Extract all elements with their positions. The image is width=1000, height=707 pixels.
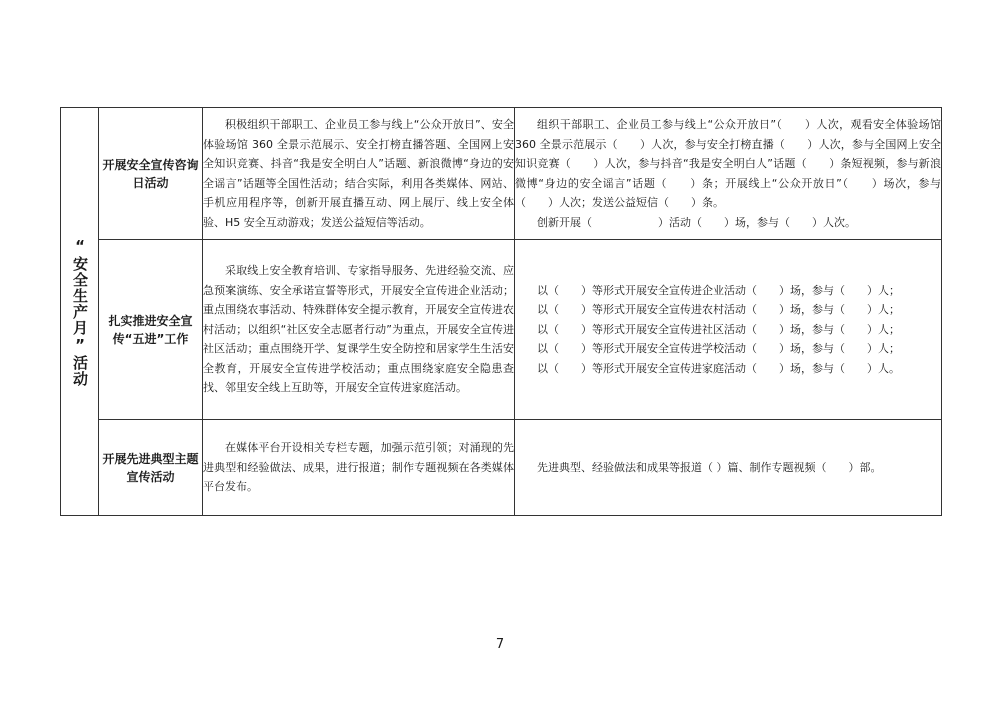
item-cell bbox=[99, 108, 203, 240]
description-text: 积极组织干部职工、企业员工参与线上“公众开放日”、安全体验场馆 360 全景示范展示、安全打榜直播答题、全国网上安全知识竞赛、抖音“我是安全明白人”话题、新浪微博“身边的安全谣言”话题等全国性活动；结合实际，利用各类媒体、网站、手机应用程序等，创新开展直播互动、网上展厅、线上安全体验、H5 安全互动游戏；发送公益短信等活动。 bbox=[203, 118, 514, 229]
item-label: 开展先进典型主题宣传活动 bbox=[102, 451, 199, 484]
item-cell bbox=[99, 420, 203, 516]
item-label: 开展安全宣传咨询日活动 bbox=[102, 157, 199, 190]
requirement-line: 以（ ）等形式开展安全宣传进家庭活动（ ）场，参与（ ）人。 bbox=[537, 361, 900, 375]
requirement-line: 先进典型、经验做法和成果等报道（ ）篇、制作专题视频（ ）部。 bbox=[537, 460, 882, 474]
description-text: 在媒体平台开设相关专栏专题，加强示范引领；对涌现的先进典型和经验做法、成果，进行报道；制作专题视频在各类媒体平台发布。 bbox=[203, 441, 514, 494]
requirement-line: 组织干部职工、企业员工参与线上“公众开放日”（ ）人次，观看安全体验场馆 360 全景示范展示（ ）人次，参与安全打榜直播（ ）人次，参与全国网上安全知识竞赛（ ）人次，参与抖音“我是安全明白人”话题（ ）条短视频，参与新浪微博“身边的安全谣言”话题（ ）条；开展线上“公众开放日”（ ）场次，参与（ ）人次；发送公益短信（ ）条。 bbox=[515, 118, 941, 209]
item-label: 扎实推进安全宣传“五进”工作 bbox=[108, 313, 193, 346]
item-cell bbox=[99, 240, 203, 420]
table-row bbox=[61, 108, 942, 240]
table-row bbox=[61, 420, 942, 516]
description-cell bbox=[203, 420, 515, 516]
requirement-line: 以（ ）等形式开展安全宣传进社区活动（ ）场，参与（ ）人； bbox=[537, 322, 900, 336]
table-row bbox=[61, 240, 942, 420]
requirement-line: 以（ ）等形式开展安全宣传进学校活动（ ）场，参与（ ）人； bbox=[537, 342, 900, 356]
category-label: “安全生产月”活动 bbox=[71, 236, 89, 387]
requirement-line: 以（ ）等形式开展安全宣传进企业活动（ ）场，参与（ ）人； bbox=[537, 283, 900, 297]
requirement-line: 创新开展（ ）活动（ ）场，参与（ ）人次。 bbox=[537, 215, 856, 229]
page-number: 7 bbox=[495, 637, 505, 652]
description-cell bbox=[203, 240, 515, 420]
requirement-cell bbox=[515, 420, 942, 516]
description-cell bbox=[203, 108, 515, 240]
activity-table bbox=[60, 107, 942, 516]
description-text: 采取线上安全教育培训、专家指导服务、先进经验交流、应急预案演练、安全承诺宣誓等形式，开展安全宣传进企业活动；重点围绕农事活动、特殊群体安全提示教育，开展安全宣传进农村活动；以组织“社区安全志愿者行动”为重点，开展安全宣传进社区活动；重点围绕开学、复课学生安全防控和居家学生生活安全教育，开展安全宣传进学校活动；重点围绕家庭安全隐患查找、邻里安全线上互助等，开展安全宣传进家庭活动。 bbox=[203, 264, 514, 395]
category-cell bbox=[61, 108, 99, 516]
requirement-line: 以（ ）等形式开展安全宣传进农村活动（ ）场，参与（ ）人； bbox=[537, 303, 900, 317]
requirement-cell bbox=[515, 240, 942, 420]
requirement-cell bbox=[515, 108, 942, 240]
